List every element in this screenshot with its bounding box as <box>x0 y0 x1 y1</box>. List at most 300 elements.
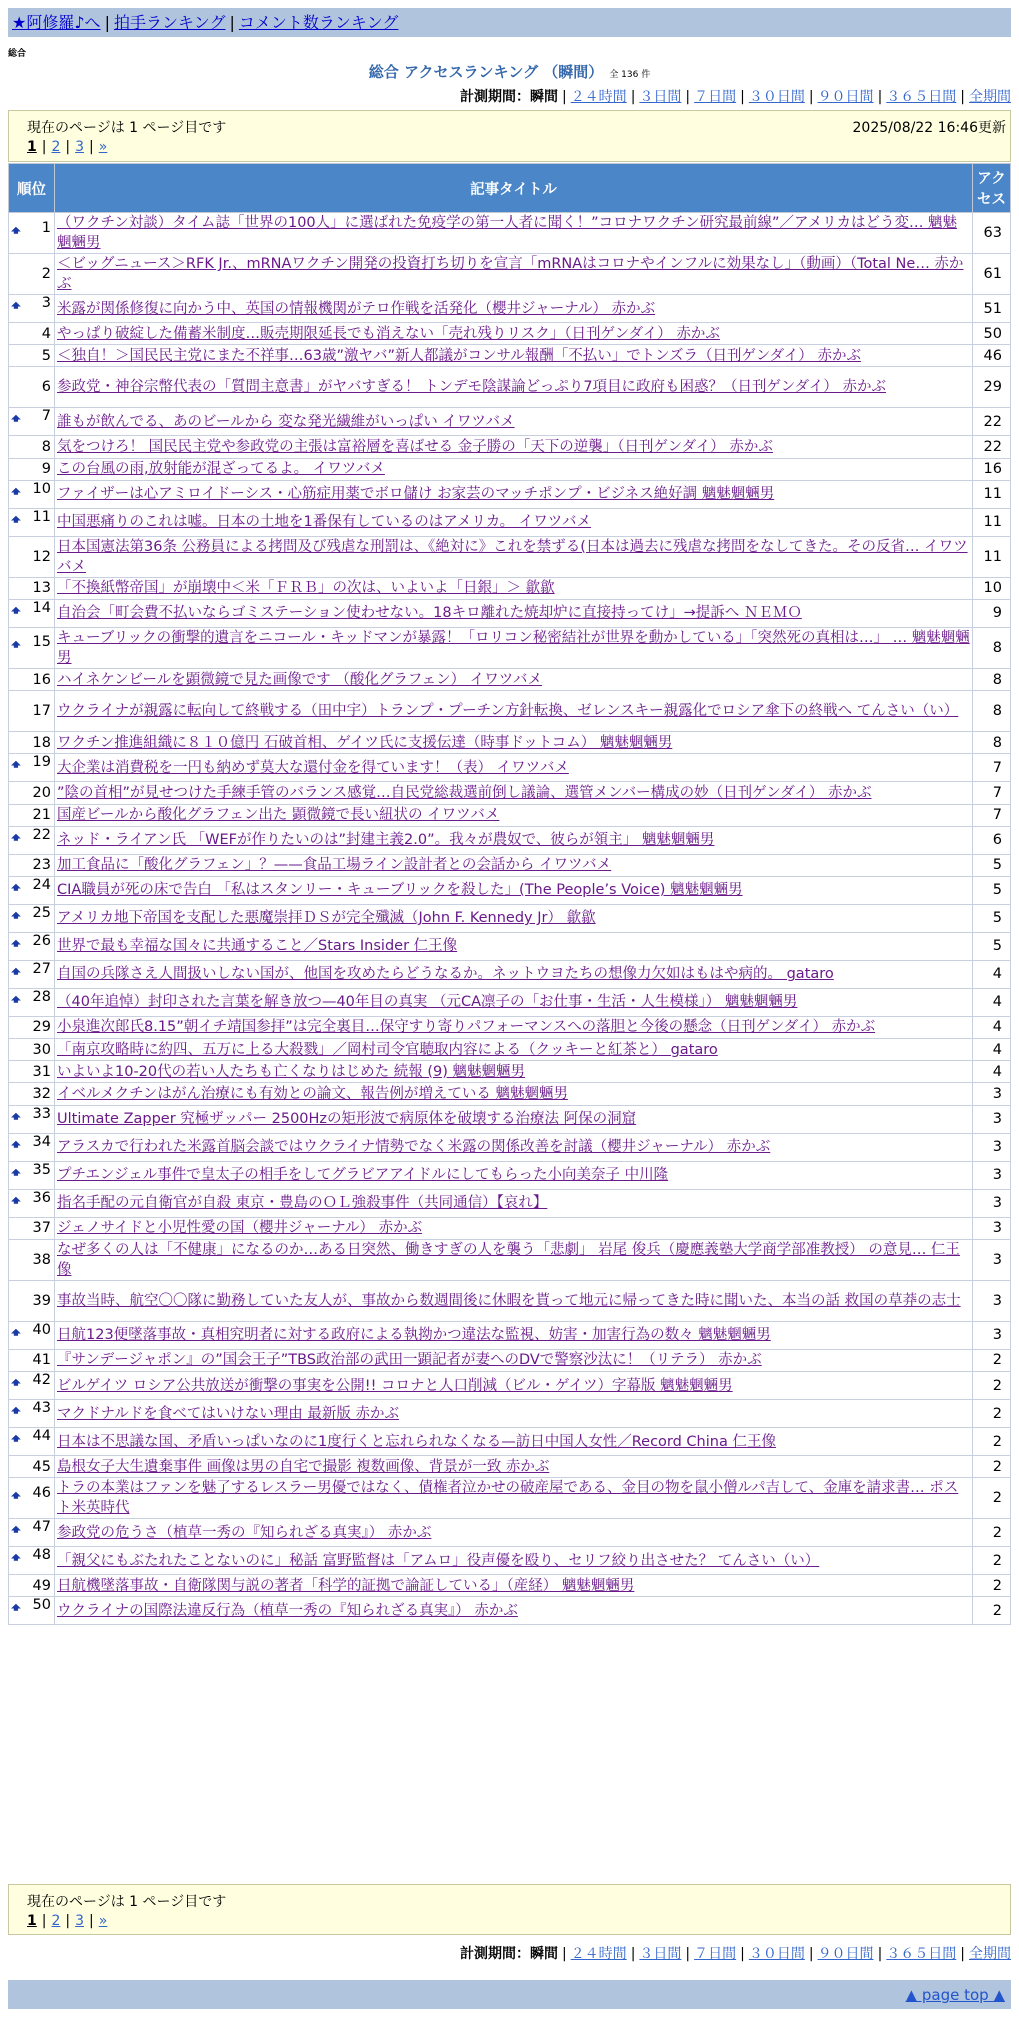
rank-up-icon: 🠹 <box>11 989 21 1009</box>
rank-cell <box>9 1456 55 1478</box>
period-separator: | <box>960 1946 965 1962</box>
table-row <box>9 345 1011 367</box>
period-link[interactable]: 全期間 <box>969 1946 1011 1962</box>
rank-cell <box>9 1478 55 1519</box>
period-separator: | <box>685 1946 691 1962</box>
title-cell <box>55 295 973 323</box>
article-title-link[interactable]: 日航機墜落事故・自衛隊関与説の著者「科学的証拠で論証している」（産経） 魑魅魍魎男 <box>57 1577 635 1594</box>
rank-up-icon: 🠹 <box>11 961 21 981</box>
title-cell <box>55 932 973 960</box>
access-count: 61 <box>973 254 1011 295</box>
title-cell <box>55 1061 973 1083</box>
period-link[interactable]: ２４時間 <box>570 1946 627 1962</box>
rank-number: 47 <box>32 1519 51 1536</box>
period-link[interactable]: ７日間 <box>694 1946 737 1962</box>
pager-page-link[interactable]: 3 <box>75 139 85 155</box>
access-count: 22 <box>973 436 1011 458</box>
title-cell <box>55 1105 973 1133</box>
bottom-bar <box>8 1980 1011 2009</box>
period-separator: | <box>740 1946 745 1962</box>
page-title <box>0 61 1019 82</box>
page-info-box-top <box>8 110 1011 162</box>
rank-up-icon: 🠹 <box>11 509 21 529</box>
rank-cell <box>9 1428 55 1456</box>
title-cell <box>55 213 973 254</box>
rank-cell <box>9 254 55 295</box>
article-title-link[interactable]: ワクチン推進組織に８１０億円 石破首相、ゲイツ氏に支援伝達（時事ドットコム） 魑魅魍魎男 <box>57 734 673 751</box>
pager-page-link[interactable]: 2 <box>51 139 61 155</box>
title-cell <box>55 732 973 754</box>
title-cell <box>55 367 973 408</box>
rank-number: 3 <box>41 295 51 311</box>
table-row <box>9 1428 1011 1456</box>
table-row <box>9 1083 1011 1105</box>
access-count: 4 <box>973 1016 1011 1038</box>
pager-next-link[interactable]: » <box>98 139 108 155</box>
table-row <box>9 1597 1011 1625</box>
article-title-link[interactable]: 中国悪痛りのこれは嘘。日本の土地を1番保有しているのはアメリカ。 イワツバメ <box>57 514 591 531</box>
access-count: 29 <box>973 367 1011 408</box>
article-title-link[interactable]: プチエンジェル事件で皇太子の相手をしてグラビアアイドルにしてもらった小向美奈子 中川隆 <box>57 1167 669 1184</box>
period-separator: | <box>877 1946 883 1962</box>
article-title-link[interactable]: マクドナルドを食べてはいけない理由 最新版 赤かぶ <box>57 1405 399 1422</box>
period-link[interactable]: ３０日間 <box>748 1946 805 1962</box>
rank-cell <box>9 988 55 1016</box>
rank-cell <box>9 1039 55 1061</box>
rank-cell <box>9 627 55 668</box>
period-link[interactable]: ７日間 <box>694 89 737 105</box>
article-title-link[interactable]: やっぱり破綻した備蓄米制度…販売期限延長でも消えない「売れ残りリスク」（日刊ゲンダイ） 赤かぶ <box>57 325 720 342</box>
nav-separator: | <box>229 13 235 32</box>
table-row <box>9 988 1011 1016</box>
rank-up-icon: 🠹 <box>11 905 21 925</box>
period-separator: | <box>808 1946 814 1962</box>
article-title-link[interactable]: なぜ多くの人は「不健康」になるのか…ある日突然、働きすぎの人を襲う「悲劇」 岩尾 俊兵（慶應義塾大学商学部准教授） の意見… 仁王像 <box>57 1241 960 1278</box>
rank-number: 20 <box>32 784 51 801</box>
top-nav-bar <box>8 8 1011 37</box>
rank-number: 46 <box>32 1484 51 1501</box>
access-count: 11 <box>973 508 1011 536</box>
article-title-link[interactable]: 加工食品に「酸化グラフェン」？——食品工場ライン設計者との会話から イワツバメ <box>57 857 612 874</box>
rank-up-icon: 🠹 <box>11 933 21 953</box>
title-cell <box>55 668 973 690</box>
rank-number: 9 <box>41 461 51 478</box>
title-cell <box>55 1400 973 1428</box>
page-info-box-bottom <box>8 1884 1011 1935</box>
period-separator: | <box>561 1946 567 1962</box>
article-title-link[interactable]: イベルメクチンはがん治療にも有効との論文、報告例が増えている 魑魅魍魎男 <box>57 1086 568 1103</box>
table-row <box>9 854 1011 876</box>
period-separator: | <box>630 89 636 105</box>
rank-cell <box>9 691 55 732</box>
access-count: 5 <box>973 904 1011 932</box>
table-row <box>9 1039 1011 1061</box>
article-title-link[interactable]: 誰もが飲んでる、あのビールから 変な発光繊維がいっぱい イワツバメ <box>57 413 515 430</box>
table-row <box>9 1061 1011 1083</box>
article-title-link[interactable]: ウクライナが親露に転向して終戦する（田中宇）トランプ・プーチン方針転換、ゼレンスキー親露化でロシア傘下の終戦へ てんさい（い） <box>57 703 959 720</box>
table-row <box>9 323 1011 345</box>
table-row <box>9 1456 1011 1478</box>
rank-number: 50 <box>32 1597 51 1614</box>
article-title-link[interactable]: ウクライナの国際法違反行為（植草一秀の『知られざる真実』） 赤かぶ <box>57 1602 518 1619</box>
table-row <box>9 536 1011 577</box>
period-link[interactable]: 全期間 <box>969 89 1011 105</box>
pager-page-link[interactable]: 3 <box>75 1913 85 1929</box>
pager-current-page: 1 <box>27 1913 37 1929</box>
access-count: 8 <box>973 732 1011 754</box>
period-link[interactable]: ３０日間 <box>748 89 805 105</box>
pager-top <box>27 139 107 155</box>
table-row <box>9 458 1011 480</box>
article-title-link[interactable]: 参政党・神谷宗幣代表の「質問主意書」がヤバすぎる！ トンデモ陰謀論どっぷり7項目に政府も困惑？（日刊ゲンダイ） 赤かぶ <box>57 379 886 396</box>
access-count: 3 <box>973 1189 1011 1217</box>
rank-cell <box>9 1519 55 1547</box>
title-cell <box>55 691 973 732</box>
access-count: 8 <box>973 668 1011 690</box>
table-row <box>9 1217 1011 1239</box>
rank-up-icon: 🠹 <box>11 1401 21 1420</box>
rank-number: 40 <box>32 1321 51 1338</box>
table-row <box>9 627 1011 668</box>
article-title-link[interactable]: ファイザーは心アミロイドーシス・心筋症用薬でボロ儲け お家芸のマッチポンプ・ビジネス絶好調 魑魅魍魎男 <box>57 486 775 503</box>
rank-up-icon: 🠹 <box>11 827 21 847</box>
rank-cell <box>9 1217 55 1239</box>
article-title-link[interactable]: 日本は不思議な国、矛盾いっぱいなのに1度行くと忘れられなくなる—訪日中国人女性／Record China 仁王像 <box>57 1433 776 1450</box>
access-count: 2 <box>973 1547 1011 1575</box>
table-row <box>9 254 1011 295</box>
updated-timestamp: 2025/08/22 16:46更新 <box>852 120 1006 136</box>
article-title-link[interactable]: 指名手配の元自衛官が自殺 東京・豊島のＯＬ強殺事件（共同通信）【哀れ】 <box>57 1195 548 1212</box>
access-count: 46 <box>973 345 1011 367</box>
title-cell <box>55 1349 973 1371</box>
access-count: 2 <box>973 1456 1011 1478</box>
access-count: 2 <box>973 1478 1011 1519</box>
article-title-link[interactable]: 気をつけろ！ 国民民主党や参政党の主張は富裕層を喜ばせる 金子勝の「天下の逆襲」（日刊ゲンダイ） 赤かぶ <box>57 438 773 455</box>
rank-number: 7 <box>41 408 51 425</box>
table-row <box>9 1400 1011 1428</box>
rank-up-icon: 🠹 <box>11 220 21 240</box>
rank-number: 43 <box>32 1400 51 1416</box>
article-title-link[interactable]: 世界で最も幸福な国々に共通すること／Stars Insider 仁王像 <box>57 938 458 955</box>
period-separator: | <box>960 89 965 105</box>
rank-number: 36 <box>32 1189 51 1206</box>
access-count: 16 <box>973 458 1011 480</box>
access-count: 7 <box>973 804 1011 826</box>
rank-cell <box>9 1597 55 1625</box>
table-row <box>9 876 1011 904</box>
period-link[interactable]: ３６５日間 <box>886 89 957 105</box>
table-row <box>9 1349 1011 1371</box>
access-count: 5 <box>973 932 1011 960</box>
article-title-link[interactable]: 島根女子大生遺棄事件 画像は男の自宅で撮影 複数画像、背景が一致 赤かぶ <box>57 1458 550 1475</box>
rank-number: 22 <box>32 826 51 843</box>
rank-number: 12 <box>32 548 51 565</box>
rank-cell <box>9 1061 55 1083</box>
title-cell <box>55 1161 973 1189</box>
clap-ranking-link[interactable]: 拍手ランキング <box>113 13 226 32</box>
page-title-text: 総合 アクセスランキング （瞬間） <box>368 63 604 81</box>
access-count: 5 <box>973 876 1011 904</box>
title-cell <box>55 1083 973 1105</box>
title-cell <box>55 1217 973 1239</box>
pager-separator: | <box>65 1913 71 1929</box>
article-title-link[interactable]: ジェノサイドと小児性愛の国（櫻井ジャーナル） 赤かぶ <box>57 1220 423 1237</box>
article-title-link[interactable]: 大企業は消費税を一円も納めず莫大な還付金を得ています！（表） イワツバメ <box>57 759 569 776</box>
rank-number: 21 <box>32 807 51 824</box>
rank-cell <box>9 458 55 480</box>
rank-up-icon: 🠹 <box>11 1429 21 1448</box>
period-link[interactable]: ９０日間 <box>817 89 874 105</box>
period-link[interactable]: ２４時間 <box>570 89 627 105</box>
rank-cell <box>9 826 55 854</box>
pager-separator: | <box>65 139 71 155</box>
pager-separator: | <box>41 139 47 155</box>
rank-number: 19 <box>32 754 51 771</box>
table-header-row <box>9 164 1011 213</box>
period-link[interactable]: ３６５日間 <box>886 1946 957 1962</box>
article-title-link[interactable]: 事故当時、航空〇〇隊に勤務していた友人が、事故から数週間後に休暇を貰って地元に帰ってきた時に聞いた、本当の話 救国の草莽の志士 <box>57 1292 961 1309</box>
access-count: 51 <box>973 295 1011 323</box>
article-title-link[interactable]: 『サンデージャポン』の”国会王子”TBS政治部の武田一顕記者が妻へのDVで警察沙汰に！（リテラ） 赤かぶ <box>57 1352 762 1369</box>
table-row <box>9 1519 1011 1547</box>
period-separator: | <box>808 89 814 105</box>
article-title-link[interactable]: （ワクチン対談）タイム誌「世界の100人」に選ばれた免疫学の第一人者に聞く！”コロナワクチン研究最前線”／アメリカはどう変… 魑魅魍魎男 <box>57 215 958 251</box>
title-cell <box>55 1133 973 1161</box>
title-cell <box>55 782 973 804</box>
title-cell <box>55 904 973 932</box>
rank-number: 26 <box>32 932 51 949</box>
table-row <box>9 213 1011 254</box>
rank-up-icon: 🠹 <box>11 635 21 655</box>
article-title-link[interactable]: ハイネケンビールを顕微鏡で見た画像です （酸化グラフェン） イワツバメ <box>57 671 542 688</box>
pager-separator: | <box>41 1913 47 1929</box>
rank-cell <box>9 1189 55 1217</box>
table-row <box>9 508 1011 536</box>
rank-cell <box>9 480 55 508</box>
rank-up-icon: 🠹 <box>11 755 21 775</box>
article-title-link[interactable]: この台風の雨,放射能が混ざってるよ。 イワツバメ <box>57 461 385 478</box>
rank-cell <box>9 1239 55 1280</box>
article-title-link[interactable]: ネッド・ライアン氏 「WEFが作りたいのは”封建主義2.0”。我々が農奴で、彼らが領主」 魑魅魍魎男 <box>57 832 715 849</box>
access-count: 22 <box>973 408 1011 436</box>
period-link[interactable]: ３日間 <box>639 89 682 105</box>
title-cell <box>55 1547 973 1575</box>
title-cell <box>55 536 973 577</box>
title-cell <box>55 1597 973 1625</box>
rank-up-icon: 🠹 <box>11 1598 21 1618</box>
period-link[interactable]: ３日間 <box>639 1946 682 1962</box>
home-link[interactable]: ★阿修羅♪へ <box>12 13 101 32</box>
period-current: 瞬間 <box>529 1946 558 1962</box>
rank-cell <box>9 1400 55 1428</box>
table-row <box>9 732 1011 754</box>
table-row <box>9 1161 1011 1189</box>
article-title-link[interactable]: 小泉進次郎氏8.15”朝イチ靖国参拝”は完全裏目…保守すり寄りパフォーマンスへの落胆と今後の懸念（日刊ゲンダイ） 赤かぶ <box>57 1019 876 1036</box>
table-row <box>9 668 1011 690</box>
rank-number: 25 <box>32 904 51 921</box>
rank-up-icon: 🠹 <box>11 877 21 897</box>
rank-cell <box>9 295 55 323</box>
page-top-link[interactable]: ▲ page top ▲ <box>905 1986 1005 2004</box>
access-count: 2 <box>973 1597 1011 1625</box>
access-count: 4 <box>973 988 1011 1016</box>
period-label: 計測期間： <box>459 89 530 105</box>
access-count: 8 <box>973 691 1011 732</box>
title-cell <box>55 960 973 988</box>
rank-number: 29 <box>32 1019 51 1036</box>
category-label: 総合 <box>8 49 27 59</box>
article-title-link[interactable]: キューブリックの衝撃的遺言をニコール・キッドマンが暴露！「ロリコン秘密結社が世界を動かしている」「突然死の真相は…」 … 魑魅魍魎男 <box>57 629 970 666</box>
rank-cell <box>9 1083 55 1105</box>
rank-number: 30 <box>32 1041 51 1058</box>
rank-up-icon: 🠹 <box>11 600 21 620</box>
rank-cell <box>9 408 55 436</box>
table-row <box>9 826 1011 854</box>
title-cell <box>55 854 973 876</box>
title-cell <box>55 508 973 536</box>
title-cell <box>55 436 973 458</box>
rank-cell <box>9 1105 55 1133</box>
article-title-link[interactable]: 「親父にもぶたれたことないのに」秘話 富野監督は「アムロ」役声優を殴り、セリフ絞り出させた？ てんさい（い） <box>57 1552 820 1569</box>
ranking-table <box>8 163 1011 1625</box>
article-title-link[interactable]: 「不換紙幣帝国」が崩壊中＜米「ＦＲＢ」の次は、いよいよ「日銀」＞ 歙歙 <box>57 580 555 597</box>
pager-separator: | <box>89 1913 94 1929</box>
rank-number: 28 <box>32 988 51 1005</box>
rank-up-icon: 🠹 <box>11 1485 21 1505</box>
article-count: 全 136 件 <box>609 70 651 80</box>
period-selector-bottom <box>460 1943 1011 1963</box>
rank-cell <box>9 1280 55 1321</box>
rank-cell <box>9 345 55 367</box>
table-row <box>9 577 1011 599</box>
rank-up-icon: 🠹 <box>11 1190 21 1210</box>
table-row <box>9 1189 1011 1217</box>
rank-cell <box>9 323 55 345</box>
article-title-link[interactable]: アメリカ地下帝国を支配した悪魔崇拝ＤＳが完全殲滅（John F. Kennedy Jr） 歙歙 <box>57 910 596 927</box>
table-row <box>9 1478 1011 1519</box>
access-count: 9 <box>973 599 1011 627</box>
rank-number: 14 <box>32 599 51 616</box>
rank-up-icon: 🠹 <box>11 1134 21 1154</box>
rank-number: 45 <box>32 1458 51 1475</box>
rank-cell <box>9 367 55 408</box>
title-cell <box>55 1478 973 1519</box>
rank-up-icon: 🠹 <box>11 1373 21 1392</box>
rank-cell <box>9 1349 55 1371</box>
access-count: 3 <box>973 1217 1011 1239</box>
rank-number: 48 <box>32 1547 51 1564</box>
comment-ranking-link[interactable]: コメント数ランキング <box>238 13 399 32</box>
period-link[interactable]: ９０日間 <box>817 1946 874 1962</box>
rank-number: 18 <box>32 734 51 751</box>
article-title-link[interactable]: アラスカで行われた米露首脳会談ではウクライナ情勢でなく米露の関係改善を討議（櫻井ジャーナル） 赤かぶ <box>57 1139 771 1156</box>
rank-number: 32 <box>32 1086 51 1103</box>
rank-number: 44 <box>32 1428 51 1444</box>
pager-next-link[interactable]: » <box>98 1913 108 1929</box>
article-title-link[interactable]: 日本国憲法第36条 公務員による拷問及び残虐な刑罰は、《絶対に》これを禁ずる(日本は過去に残虐な拷問をなしてきた。その反省… イワツバメ <box>57 538 968 575</box>
pager-current-page: 1 <box>27 139 37 155</box>
article-title-link[interactable]: トラの本業はファンを魅了するレスラー男優ではなく、債権者泣かせの破産屋である、金目の物を鼠小僧ルパ吉して、金庫を請求書… ポスト米英時代 <box>57 1480 959 1517</box>
rank-cell <box>9 932 55 960</box>
article-title-link[interactable]: ＜独自！＞国民民主党にまた不祥事…63歳”激ヤバ”新人都議がコンサル報酬「不払い」でトンズラ（日刊ゲンダイ） 赤かぶ <box>57 347 861 364</box>
table-row <box>9 1547 1011 1575</box>
article-title-link[interactable]: ”陰の首相”が見せつけた手練手管のバランス感覚…自民党総裁選前倒し議論、選管メンバー構成の妙（日刊ゲンダイ） 赤かぶ <box>57 784 872 801</box>
access-count: 2 <box>973 1519 1011 1547</box>
rank-number: 13 <box>32 580 51 597</box>
rank-up-icon: 🠹 <box>11 296 21 315</box>
access-count: 6 <box>973 826 1011 854</box>
title-cell <box>55 1239 973 1280</box>
article-title-link[interactable]: いよいよ10-20代の若い人たちも亡くなりはじめた 続報 (9) 魑魅魍魎男 <box>57 1063 525 1080</box>
title-cell <box>55 458 973 480</box>
article-title-link[interactable]: 日航123便墜落事故・真相究明者に対する政府による執拗かつ違法な監視、妨害・加害行為の数々 魑魅魍魎男 <box>57 1327 771 1344</box>
article-title-link[interactable]: 国産ビールから酸化グラフェン出た 顕微鏡で長い紐状の イワツバメ <box>57 807 500 824</box>
article-title-link[interactable]: ＜ビッグニュース＞RFK Jr.、mRNAワクチン開発の投資打ち切りを宣言「mRNAはコロナやインフルに効果なし」（動画）（Total Ne… 赤かぶ <box>57 256 964 292</box>
rank-number: 10 <box>32 480 51 497</box>
table-row <box>9 1239 1011 1280</box>
rank-number: 34 <box>32 1133 51 1150</box>
title-cell <box>55 323 973 345</box>
rank-header: 順位 <box>9 164 55 213</box>
article-title-link[interactable]: ビルゲイツ ロシア公共放送が衝撃の事実を公開!! コロナと人口削減（ビル・ゲイツ）字幕版 魑魅魍魎男 <box>57 1377 733 1394</box>
access-count: 8 <box>973 627 1011 668</box>
access-count: 2 <box>973 1400 1011 1428</box>
pager-separator: | <box>89 139 94 155</box>
rank-cell <box>9 960 55 988</box>
pager-bottom <box>27 1913 107 1929</box>
access-count: 2 <box>973 1372 1011 1400</box>
article-title-link[interactable]: 「南京攻略時に約四、五万に上る大殺戮」／岡村司令官聴取内容による（クッキーと紅茶と） gataro <box>57 1041 718 1058</box>
rank-number: 24 <box>32 876 51 893</box>
access-count: 4 <box>973 1061 1011 1083</box>
rank-number: 16 <box>32 671 51 688</box>
table-row <box>9 599 1011 627</box>
period-separator: | <box>561 89 567 105</box>
article-title-link[interactable]: 自治会「町会費不払いならゴミステーション使わせない。18キロ離れた焼却炉に直接持ってけ」→提訴へ ＮＥＭＯ <box>57 605 802 622</box>
article-title-link[interactable]: 米露が関係修復に向かう中、英国の情報機関がテロ作戦を活発化（櫻井ジャーナル） 赤かぶ <box>57 300 656 317</box>
access-count: 3 <box>973 1321 1011 1349</box>
rank-cell <box>9 508 55 536</box>
access-count: 63 <box>973 213 1011 254</box>
rank-number: 23 <box>32 857 51 874</box>
rank-cell <box>9 1547 55 1575</box>
article-title-link[interactable]: CIA職員が死の床で告白 「私はスタンリー・キューブリックを殺した」(The People’s Voice) 魑魅魍魎男 <box>57 882 743 899</box>
access-count: 3 <box>973 1133 1011 1161</box>
rank-cell <box>9 668 55 690</box>
rank-cell <box>9 599 55 627</box>
title-cell <box>55 754 973 782</box>
access-count: 5 <box>973 854 1011 876</box>
rank-number: 49 <box>32 1577 51 1594</box>
rank-cell <box>9 1321 55 1349</box>
rank-cell <box>9 1133 55 1161</box>
access-count: 2 <box>973 1349 1011 1371</box>
rank-number: 35 <box>32 1161 51 1178</box>
table-row <box>9 1016 1011 1038</box>
access-count: 3 <box>973 1239 1011 1280</box>
article-title-link[interactable]: Ultimate Zapper 究極ザッパー 2500Hzの矩形波で病原体を破壊する治療法 阿保の洞窟 <box>57 1111 637 1128</box>
rank-number: 17 <box>32 703 51 720</box>
rank-number: 5 <box>41 347 51 364</box>
article-title-link[interactable]: 自国の兵隊さえ人間扱いしない国が、他国を攻めたらどうなるか。ネットウヨたちの想像力欠如はもはや病的。 gataro <box>57 966 834 983</box>
article-title-link[interactable]: 参政党の危うさ（植草一秀の『知られざる真実』） 赤かぶ <box>57 1524 432 1541</box>
rank-up-icon: 🠹 <box>11 409 21 429</box>
period-label: 計測期間： <box>459 1946 530 1962</box>
title-cell <box>55 876 973 904</box>
access-count: 11 <box>973 480 1011 508</box>
pager-page-link[interactable]: 2 <box>51 1913 61 1929</box>
article-title-link[interactable]: （40年追悼）封印された言葉を解き放つ—40年目の真実 （元CA凛子の「お仕事・生活・人生模様」） 魑魅魍魎男 <box>57 994 798 1011</box>
